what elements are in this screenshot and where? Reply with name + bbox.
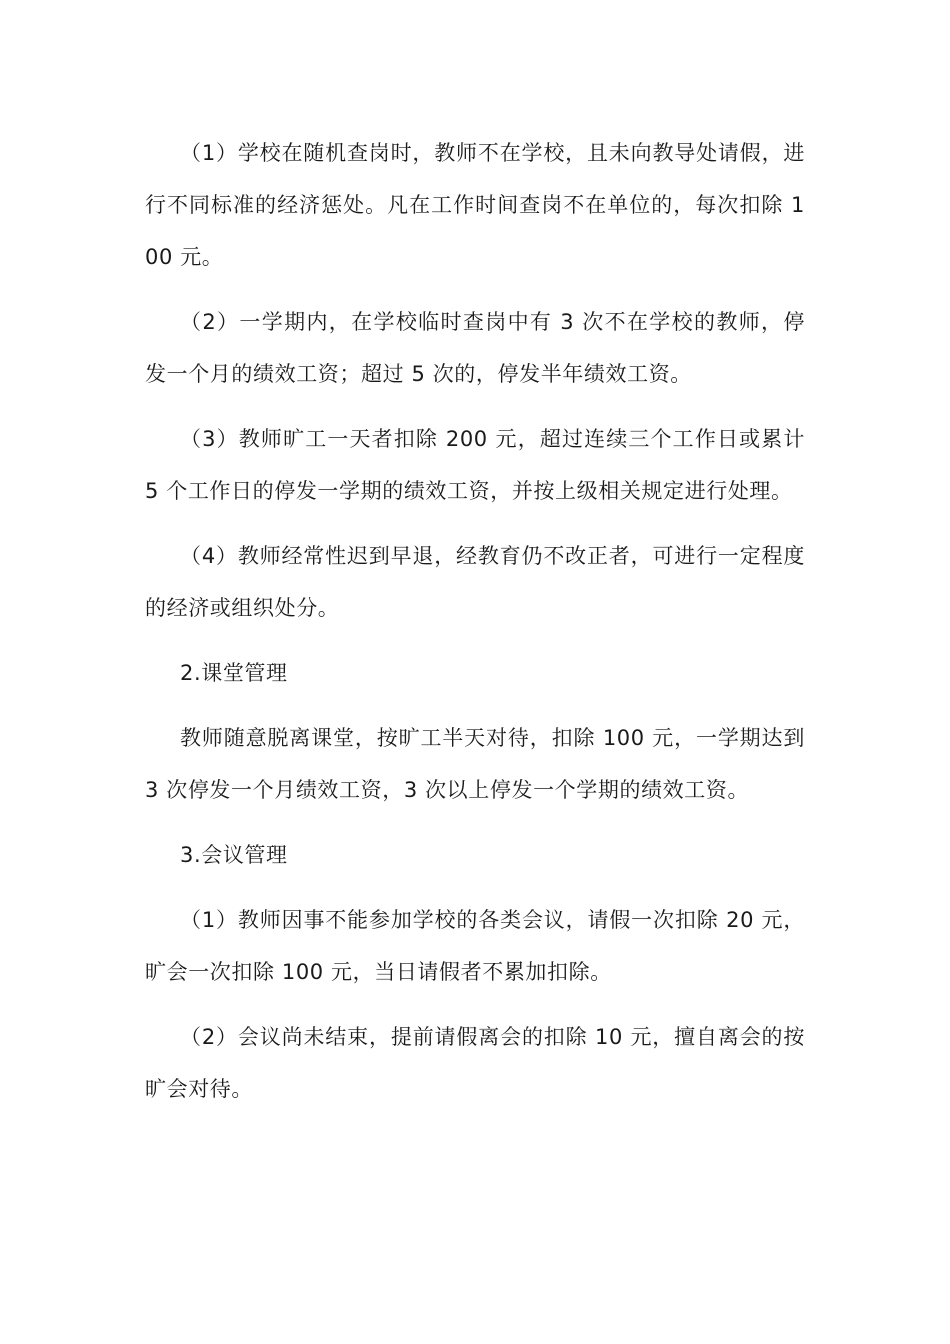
paragraph-absenteeism: （3）教师旷工一天者扣除 200 元，超过连续三个工作日或累计 5 个工作日的停发一学期的绩效工资，并按上级相关规定进行处理。 xyxy=(145,427,805,503)
paragraph-classroom-rule: 教师随意脱离课堂，按旷工半天对待，扣除 100 元，一学期达到 3 次停发一个月绩效工资，3 次以上停发一个学期的绩效工资。 xyxy=(145,726,805,802)
document-body xyxy=(145,127,805,1128)
paragraph-semester-absence: （2）一学期内，在学校临时查岗中有 3 次不在学校的教师，停发一个月的绩效工资；超过 5 次的，停发半年绩效工资。 xyxy=(145,310,805,386)
section-heading-meeting: 3.会议管理 xyxy=(180,843,288,867)
section-heading-classroom: 2.课堂管理 xyxy=(180,661,288,685)
paragraph-meeting-early-exit: （2）会议尚未结束，提前请假离会的扣除 10 元，擅自离会的按旷会对待。 xyxy=(145,1025,805,1101)
paragraph-lateness: （4）教师经常性迟到早退，经教育仍不改正者，可进行一定程度的经济或组织处分。 xyxy=(145,544,805,620)
paragraph-meeting-leave: （1）教师因事不能参加学校的各类会议，请假一次扣除 20 元，旷会一次扣除 100 元，当日请假者不累加扣除。 xyxy=(145,908,805,984)
paragraph-attendance-check: （1）学校在随机查岗时，教师不在学校，且未向教导处请假，进行不同标准的经济惩处。凡在工作时间查岗不在单位的，每次扣除 100 元。 xyxy=(145,141,805,269)
